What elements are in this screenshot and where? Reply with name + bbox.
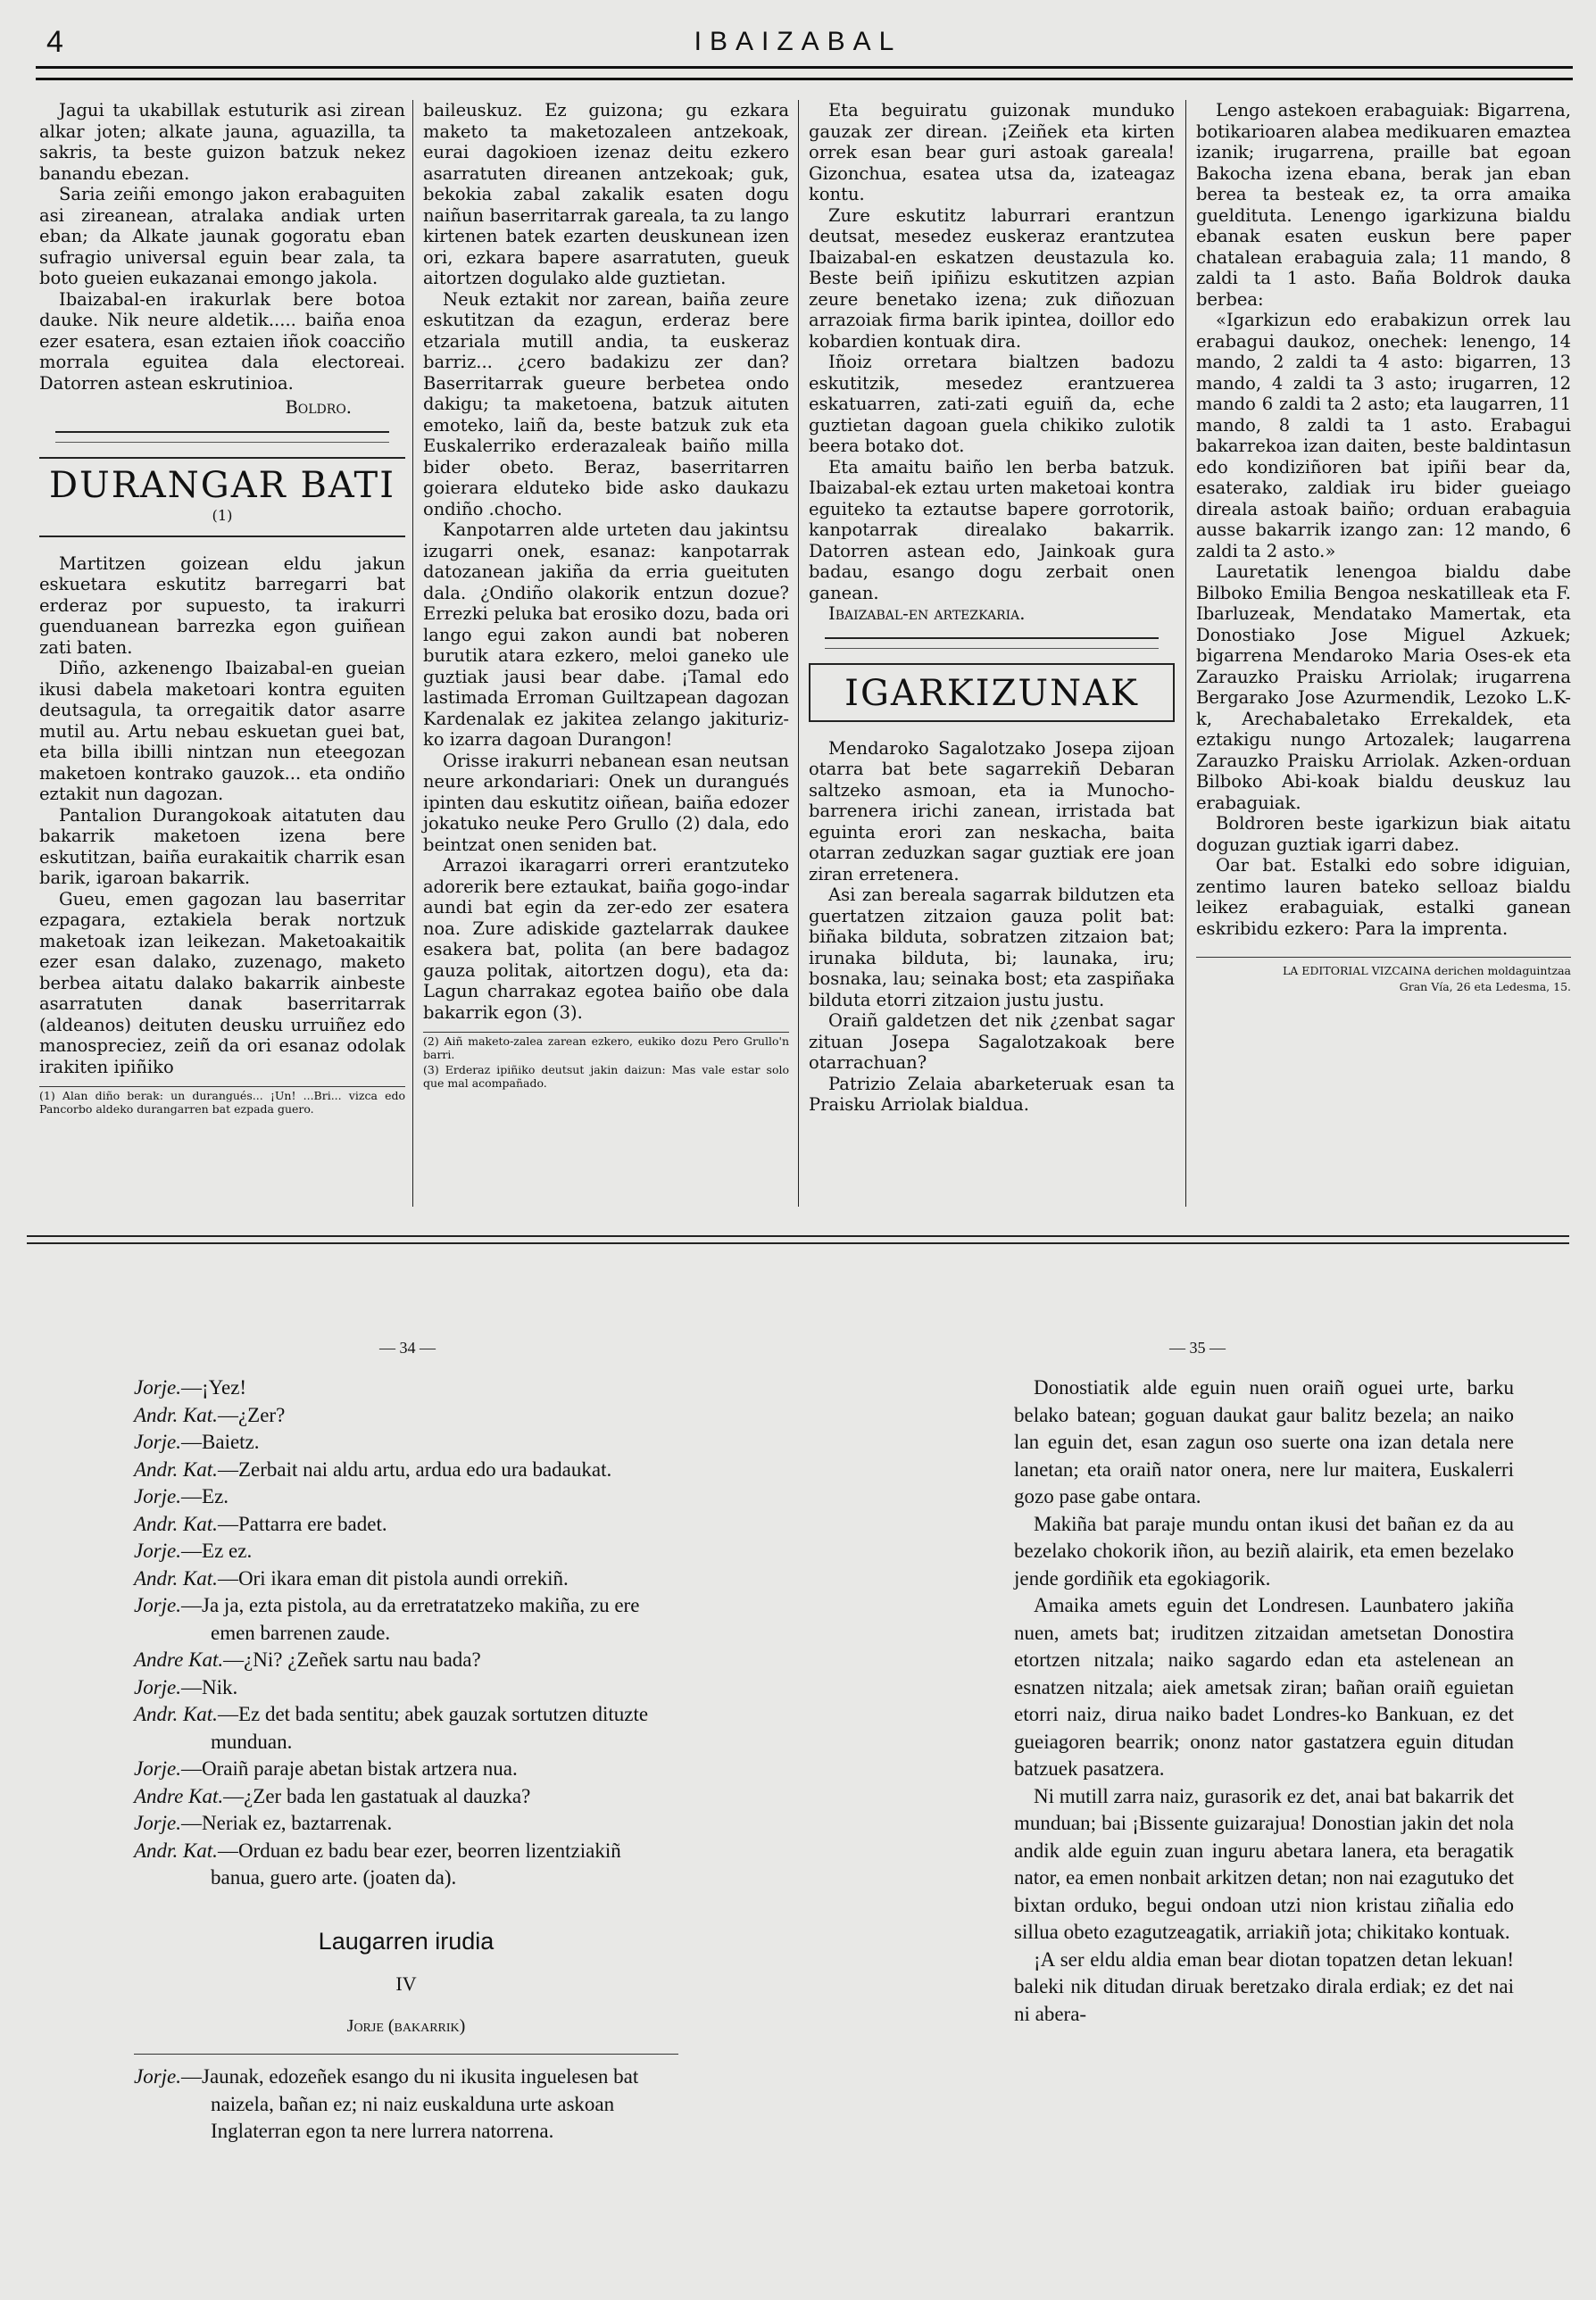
paragraph: Jagui ta ukabillak estuturik asi zirean alkar joten; alkate jauna, aguazilla, ta sakris, ta beste guizon batzuk nekez banandu ebezan. (39, 100, 405, 184)
signature: Boldro. (285, 397, 352, 418)
dialogue-line (134, 1838, 678, 1892)
speaker: Jorje. (134, 2065, 182, 2088)
dialogue-line (134, 1592, 678, 1647)
dialogue-line (134, 1402, 678, 1430)
paragraph: Gueu, emen gagozan lau baserritar ezpagara, eztakiela berak nortzuk maketoak izan leikezan. Maketoakaitik ezer esan dalako, zuzenago, maketo berbea aitatu dalako bakarrik ainbeste asarratuten danak baserritarrak (aldeanos) deituten deusku urruiñez edo manospreciez, zeiñ da ori esanaz odolak irakiten ipiñiko (39, 888, 405, 1077)
paragraph: Ibaizabal-en irakurlak bere botoa dauke. Nik neure aldetik..... baiña enoa ezer esatera, esan eztaien iñok coacciño morrala eguitea dala electoreai. Datorren astean eskrutinioa. (39, 288, 405, 394)
footnote: (2) Aiñ maketo-zalea zarean ezkero, eukiko dozu Pero Grullo'n barri. (423, 1032, 789, 1061)
speaker: Andr. Kat. (134, 1403, 218, 1426)
paragraph: Iñoiz orretara bialtzen badozu eskutitzik, mesedez erantzuerea eskatuarren, zati-zati eguiñ da, eche guztietan dagoan guela chikiko zulotik beera botako dot. (809, 352, 1175, 456)
speech: —¿Ni? ¿Zeñek sartu nau bada? (223, 1648, 481, 1671)
speaker: Jorje. (134, 1594, 182, 1616)
paragraph: Boldroren beste igarkizun biak aitatu doguzan guztiak igarri dabez. (1196, 813, 1571, 855)
speaker: Jorje. (134, 1757, 182, 1780)
heading-text: IGARKIZUNAK (844, 672, 1139, 714)
speech: —Ez. (181, 1485, 229, 1507)
scene-number: IV (395, 1972, 417, 1995)
speaker: Andr. Kat. (134, 1512, 218, 1535)
column-4 (1196, 100, 1571, 995)
speaker: Jorje. (134, 1485, 182, 1507)
speech: —Nik. (181, 1675, 238, 1698)
speech: —Neriak ez, baztarrenak. (181, 1812, 393, 1834)
paragraph: Donostiatik alde eguin nuen oraiñ oguei urte, barku belako batean; goguan daukat gaur balitz bezela; an naiko lan eguin det, esan zagun oso suerte ona izan detala nere lanetan; eta oraiñ nator onera, nere lur maitera, Euskalerri gozo pase gabe ontara. (1014, 1376, 1514, 1507)
column-1 (39, 100, 405, 1116)
article-heading (39, 457, 405, 537)
speech: —Ez det bada sentitu; abek gauzak sortutzen dituzte munduan. (211, 1703, 649, 1753)
speech: —Ja ja, ezta pistola, au da erretratatzeko makiña, zu ere emen barrenen zaude. (181, 1594, 640, 1644)
footnote: (1) Alan diño berak: un durangués... ¡Un! ...Bri... vizca edo Pancorbo aldeko durangarren bat ezpada guero. (39, 1086, 405, 1116)
paragraph: Arrazoi ikaragarri orreri erantzuteko adorerik bere eztaukat, baiña gogo-indar aundi bat egin da zer-edo zer esatera noa. Zure adiskide gaztelarrak daukee esakera bat, polita (an bere badagoz gauza politak, aitortzen dogu), eta da: Lagun charrakaz egotea baiño obe dala bakarrik egon (3). (423, 855, 789, 1023)
speech: —Baietz. (181, 1431, 260, 1453)
speech: —Ez ez. (181, 1540, 253, 1562)
paragraph: ¡A ser eldu aldia eman bear diotan topatzen detan lekuan! baleki nik ditudan diruak beretzako dirala erdiak; ez det nai ni abera- (1014, 1947, 1514, 2025)
paragraph: Ni mutill zarra naiz, gurasorik ez det, anai bat bakarrik det munduan; bai ¡Bissente guizarajua! Donostian jakin det nola andik alde eguin zuan inguru abetara lanera, eta beragatik nator, ea emen nonbait arkitzen detan; non nai ezagutuko det bixtan orduko, begui ondoan utzi nion kristau ziñalia edo sillua obeto ezagutzeagatik, arriakiñ jota; chikitako kontuak. (1014, 1784, 1514, 1943)
separator (55, 431, 389, 443)
play-page-right (1014, 1374, 1514, 2028)
speaker: Andr. Kat. (134, 1703, 218, 1725)
booklet-page-number: — 34 — (379, 1339, 436, 1357)
act-title: Laugarren irudia (318, 1927, 495, 1955)
dialogue-line (134, 1783, 678, 1811)
dialogue-line (134, 1647, 678, 1674)
paragraph: baileuskuz. Ez guizona; gu ezkara maketo ta maketozaleen antzekoak, eurai dagokioen izenaz deitu ezkero asarratuten direanen antzekoak; guk, bekokia zabal zakalik esaten dogu naiñun baserritarrak gareala, ta zu lango kirtenen batek ezarten deuskunean izen ori, ezkara bapere asarratuten, gueuk aitortzen dogulako alde guztietan. (423, 100, 789, 288)
speech: —¿Zer? (217, 1403, 286, 1426)
speaker: Jorje. (134, 1376, 182, 1399)
dialogue-line (134, 1701, 678, 1756)
speech: —¿Zer bada len gastatuak al dauzka? (223, 1784, 531, 1807)
dialogue-line (134, 1374, 678, 1402)
dialogue-line (134, 1457, 678, 1484)
imprint (1196, 957, 1571, 995)
paragraph: Mendaroko Sagalotzako Josepa zijoan otarra bat bete sagarrekiñ Debaran saltzeko asmoan, eta ia Munocho-barrenera irichi zanean, irristada bat eguinta erori zan neskacha, baita otarran zeduzkan sagar guztiak ere joan ziran erretenera. (809, 737, 1175, 884)
paragraph: Oar bat. Estalki edo sobre idiguian, zentimo lauren bateko selloaz bialdu leikez erabaguiak, estalki ganean eskribidu ezkero: Para la imprenta. (1196, 855, 1571, 939)
section-heading (809, 663, 1175, 722)
dialogue-line (134, 1483, 678, 1511)
page-number: 4 (46, 25, 63, 59)
speaker: Andre Kat. (134, 1648, 224, 1671)
paragraph: Asi zan bereala sagarrak bildutzen eta guertatzen zitzaion gauza polit bat: biñaka bilduta, sobratzen zitzaion bat; irunaka bilduta, bi; launaka, iru; bosnaka, lau; seinaka bost; eta zaspiñaka bilduta etorri zitzaion justu justu. (809, 884, 1175, 1010)
speech: —Pattarra ere badet. (217, 1512, 387, 1535)
speaker: Andr. Kat. (134, 1839, 218, 1862)
booklet-page-number: — 35 — (1169, 1339, 1226, 1357)
dialogue-line (134, 2063, 678, 2146)
speaker: Jorje. (134, 1540, 182, 1562)
paragraph: Patrizio Zelaia abarketeruak esan ta Praisku Arriolak bialdua. (809, 1073, 1175, 1115)
paragraph: Neuk eztakit nor zarean, baiña zeure eskutitzan da ezagun, erderaz bere etzariala mutill andia, ta euskeraz barriz... ¿cero badakizu zer dan? Baserritarrak gueure berbetea ondo dakigu; ta maketoena, batzuk aituten emoteko, laiñ da, beste batzuk zuk eta Euskalerriko erderazaleak baiño milla bider obeto. Beraz, baserritarren goierara elduteko bide asko daukazu ondiño .chocho. (423, 288, 789, 519)
imprint-publisher: LA EDITORIAL VIZCAINA derichen moldaguintzaa (1282, 964, 1571, 977)
paragraph: Saria zeiñi emongo jakon erabaguiten asi zireanean, atralaka andiak urten eban; da Alkate jaunak gogoratu eban sufragio universal eguin bear zala, ta boto gueien eukazanai emongo jakola. (39, 184, 405, 288)
speech: —Ori ikara eman dit pistola aundi orrekiñ. (217, 1566, 569, 1590)
speech: —¡Yez! (181, 1376, 247, 1399)
paragraph: Orisse irakurri nebanean esan neutsan neure arkondariari: Onek un durangués ipinten dau eskutitz oiñean, baiña edozer jokatuko neuke Pero Grullo (2) dala, edo beintzat onen seniden bat. (423, 750, 789, 855)
speaker: Jorje. (134, 1431, 182, 1453)
dialogue-line (134, 1810, 678, 1838)
footnote: (3) Erderaz ipiñiko deutsut jakin daizun: Mas vale estar solo que mal acompañado. (423, 1063, 789, 1090)
paragraph: Eta beguiratu guizonak munduko gauzak zer direan. ¡Zeiñek eta kirten orrek esan bear guri astoak gareala! Gizonchua, esatea utsa da, izateagaz kontu. (809, 100, 1175, 204)
dialogue-line (134, 1756, 678, 1783)
column-divider (412, 100, 413, 1207)
speech: —Oraiñ paraje abetan bistak artzera nua. (181, 1757, 518, 1780)
paragraph: Kanpotarren alde urteten dau jakintsu izugarri onek, esanaz: kanpotarrak datozanean jakiña da erria gueituten dala. ¿Ondiño olakorik entzun dozue? Errezki peluka bat erosiko dozu, bada ori lango egui zakon aundi bat noberen burutik atara ezkero, meloi ganeko ule guztiak jausi bear dabe. ¡Tamal edo lastimada Erroman Guiltzapean dagozan Kardenalak ez jakitea zelango jakituriz-ko izarra dagoan Durangon! (423, 519, 789, 750)
speaker: Andre Kat. (134, 1784, 224, 1807)
signature: Ibaizabal-en artezkaria. (828, 603, 1026, 624)
speaker: Jorje. (134, 1675, 182, 1698)
header-rule (36, 66, 1573, 80)
paragraph: Lauretatik lenengoa bialdu dabe Bilboko Emilia Bengoa neskatilleak eta F. Ibarluzeak, Mendatako Mamertak, eta Donostiako Jose Miguel Azkuek; bigarrena Mendaroko Maria Oses-ek eta Zarauzko Praisku Arriolak; irugarrena Bergarako Jose Azurmendik, Lezoko L.K-k, Arechabaletako Errekaldek, eta eztakigu nungo Artozalek; laugarrena Zarauzko Praisku Arriolak. Azken-orduan Bilboko Abi-koak bialdu deuskuz lau erabaguiak. (1196, 561, 1571, 813)
paragraph: «Igarkizun edo erabakizun orrek lau erabagui daukoz, onechek: lenengo, 14 mando, 2 zaldi ta 4 asto: bigarren, 13 mando, 4 zaldi ta 3 asto; irugarren, 12 mando 6 zaldi ta 2 asto; eta laugarren, 11 mando, 8 zaldi ta 1 asto. Erabagui bakarrekoa izan daiten, beste baldintasun edo kondiziñoren bat ipiñi bear da, esaterako, zaldiak iru bider gueiago direala astoak baiño; orduan erabaguia ausse bakarrik izango zan: 12 mando, 6 zaldi ta 2 asto.» (1196, 310, 1571, 561)
speech: —Zerbait nai aldu artu, ardua edo ura badaukat. (217, 1457, 612, 1481)
dialogue-list (134, 1374, 678, 1892)
dialogue-line (134, 1538, 678, 1565)
heading-text: DURANGAR BATI (48, 464, 396, 506)
paragraph: Diño, azkenengo Ibaizabal-en gueian ikusi dabela maketoari kontra eguiten deutsagula, ta orregaitik dator asarre mutil au. Artu nebau eskuetan guei bat, eta billa ibilli nintzan nun eteegozan maketoen kontrako gauzok... eta ondiño eztakit nun dagozan. (39, 658, 405, 804)
column-3 (809, 100, 1175, 1116)
dialogue-line (134, 1429, 678, 1457)
speech: —Jaunak, edozeñek esango du ni ikusita inguelesen bat naizela, bañan ez; ni naiz euskalduna urte askoan Inglaterran egon ta nere lurrera natorrena. (181, 2065, 639, 2142)
speaker: Jorje. (134, 1812, 182, 1834)
section-divider (27, 1235, 1569, 1244)
paragraph: Lengo astekoen erabaguiak: Bigarrena, botikarioaren alabea medikuaren emaztea izanik; irugarrena, praille bat egoan Bakocha izena ebana, berak jan eban berea ta besteak ez, ta orra amaika gueldituta. Lenengo igarkizuna bialdu ebanak esaten euskun bere paper chatalean erabaguia zala; 11 mando, 8 zaldi ta 1 asto. Baña Boldrok dauka berbea: (1196, 100, 1571, 310)
speech: —Orduan ez badu bear ezer, beorren lizentziakiñ banua, guero arte. (joaten da). (211, 1839, 621, 1889)
imprint-address: Gran Vía, 26 eta Ledesma, 15. (1399, 980, 1571, 993)
paragraph: Makiña bat paraje mundu ontan ikusi det bañan ez da au bezelako chokorik iñon, au beziñ alairik, eta emen bezelako jende gordiñik eta egokiagorik. (1014, 1512, 1514, 1590)
dialogue-line (134, 1674, 678, 1702)
column-divider (798, 100, 799, 1207)
masthead-title: IBAIZABAL (694, 27, 902, 56)
speaker: Andr. Kat. (134, 1457, 218, 1481)
column-2 (423, 100, 789, 1090)
paragraph: Eta amaitu baiño len berba batzuk. Ibaizabal-ek eztau urten maketoai kontra eguiteko ta eztautse bapere gorrotorik, kanpotarrak direalako bakarrik. Datorren astean edo, Jainkoak gura badau, esango dogu zerbait onen ganean. (809, 456, 1175, 603)
column-divider (1185, 100, 1186, 1207)
paragraph: Martitzen goizean eldu jakun eskuetara eskutitz barregarri bat erderaz por supuesto, ta irakurri guenduanean barrezka egon guiñean zati baten. (39, 552, 405, 658)
paragraph: Pantalion Durangokoak aitatuten dau bakarrik maketoen izena bere eskutitzan, baiña eurakaitik charrik esan barik, igaroan bakarrik. (39, 804, 405, 888)
paragraph: Amaika amets eguin det Londresen. Launbatero jakiña nuen, amets bat; iruditzen zitzaidan ametsetan Donostira etortzen nitzala; naiko sagardo edan eta astelenean an esnatzen nitzala; aiek ametsak ziran; bañan oraiñ eguietan etorri naiz, dirua naiko badet Londres-ko Bankuan, ez det gueiagoren bearrik; ononz nator gastatzera eguin ditudan batzuek pasatzera. (1014, 1594, 1514, 1780)
heading-footnote-marker: (1) (212, 506, 233, 524)
stage-direction: Jorje (bakarrik) (346, 2015, 466, 2036)
paragraph: Zure eskutitz laburrari erantzun deutsat, mesedez euskeraz erantzutea Ibaizabal-en eskatzen deustazula ko. Beste beiñ ipiñizu eskutitzen azpian zeure benetako izena; zuk diñozuan arrazoiak firma barik ipintea, doillor edo kobardien kontuak dira. (809, 204, 1175, 352)
speaker: Andr. Kat. (134, 1566, 218, 1590)
play-page-left (134, 1374, 678, 2146)
separator (134, 2054, 678, 2055)
dialogue-line (134, 1511, 678, 1539)
dialogue-line (134, 1565, 678, 1593)
paragraph: Oraiñ galdetzen det nik ¿zenbat sagar zituan Josepa Sagalotzakoak bere otarrachuan? (809, 1010, 1175, 1073)
separator (825, 637, 1159, 649)
